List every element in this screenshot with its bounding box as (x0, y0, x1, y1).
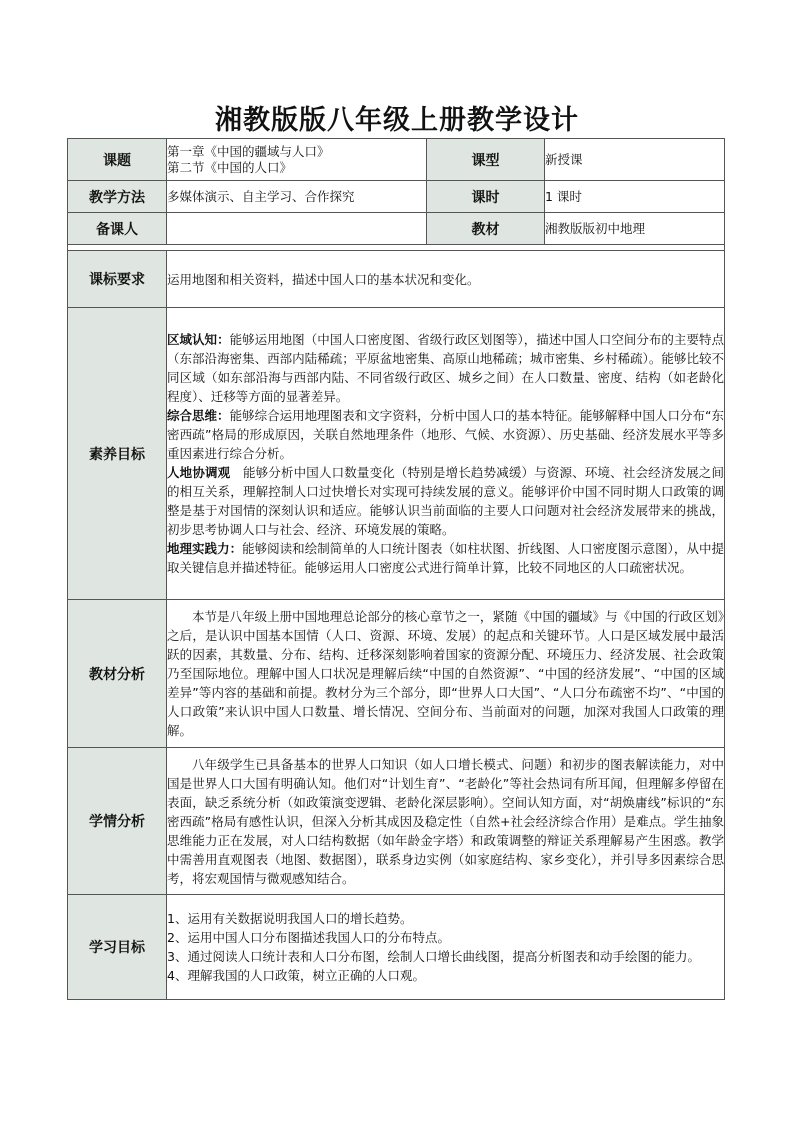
textbook-label: 教材 (427, 213, 545, 245)
literacy-item (167, 463, 724, 539)
literacy-item-text: 能够运用地图（中国人口密度图、省级行政区划图等），描述中国人口空间分布的主要特点（东部沿海密集、西部内陆稀疏；平原盆地密集、高原山地稀疏；城市密集、乡村稀疏）。能够比较不同区域（如东部沿海与西部内陆、不同省级行政区、城乡之间）在人口数量、密度、结构（如老龄化程度）、迁移等方面的显著差异。 (167, 332, 724, 404)
learners-content (167, 748, 725, 895)
method-row (68, 181, 725, 213)
topic-line-2: 第二节《中国的人口》 (167, 159, 293, 175)
type-value: 新授课 (545, 139, 725, 181)
literacy-item-head: 人地协调观 (167, 465, 231, 480)
topic-label: 课题 (68, 139, 167, 181)
material-row (68, 600, 725, 748)
objectives-label: 学习目标 (68, 895, 167, 1000)
hours-label: 课时 (427, 181, 545, 213)
topic-value (167, 139, 427, 181)
literacy-content (167, 308, 725, 600)
literacy-item (167, 330, 724, 406)
objective-item: 3、通过阅读人口统计表和人口分布图，绘制人口增长曲线图，提高分析图表和动手绘图的能力。 (167, 949, 700, 964)
preparer-value (167, 213, 427, 245)
literacy-item-text: 能够综合运用地理图表和文字资料，分析中国人口的基本特征。能够解释中国人口分布“东密西疏”格局的形成原因，关联自然地理条件（地形、气候、水资源）、历史基础、经济发展水平等多重因素进行综合分析。 (167, 408, 724, 461)
objective-item: 2、运用中国人口分布图描述我国人口的分布特点。 (167, 930, 450, 945)
objectives-row (68, 895, 725, 1000)
literacy-row (68, 308, 725, 600)
standard-row (68, 251, 725, 308)
literacy-item (167, 539, 724, 577)
topic-row (68, 139, 725, 181)
literacy-item-head: 地理实践力： (167, 541, 243, 556)
learners-text: 八年级学生已具备基本的世界人口知识（如人口增长模式、问题）和初步的图表解读能力，对中国是世界人口大国有明确认知。他们对“计划生育”、“老龄化”等社会热词有所耳闻，但理解多停留在表面，缺乏系统分析（如政策演变逻辑、老龄化深层影响）。空间认知方面，对“胡焕庸线”标识的“东密西疏”格局有感性认识，但深入分析其成因及稳定性（自然+社会经济综合作用）是难点。学生抽象思维能力正在发展，对人口结构数据（如年龄金字塔）和政策调整的辩证关系理解易产生困惑。教学中需善用直观图表（地图、数据图），联系身边实例（如家庭结构、家乡变化），并引导多因素综合思考，将宏观国情与微观感知结合。 (167, 756, 724, 886)
document-title: 湘教版版八年级上册教学设计 (215, 105, 579, 136)
material-content (167, 600, 725, 748)
standard-text: 运用地图和相关资料，描述中国人口的基本状况和变化。 (167, 251, 725, 308)
learners-row (68, 748, 725, 895)
learners-label: 学情分析 (68, 748, 167, 895)
hours-value: 1 课时 (545, 181, 725, 213)
objective-item: 4、理解我国的人口政策，树立正确的人口观。 (167, 968, 425, 983)
literacy-item-head: 综合思维： (167, 408, 230, 423)
material-text: 本节是八年级上册中国地理总论部分的核心章节之一，紧随《中国的疆域》与《中国的行政区划》之后，是认识中国基本国情（人口、资源、环境、发展）的起点和关键环节。人口是区域发展中最活跃的因素，其数量、分布、结构、迁移深刻影响着国家的资源分配、环境压力、经济发展、社会政策乃至国际地位。理解中国人口状况是理解后续“中国的自然资源”、“中国的经济发展”、“中国的区域差异”等内容的基础和前提。教材分为三个部分，即“世界人口大国”、“人口分布疏密不均”、“中国的人口政策”来认识中国人口数量、增长情况、空间分布、当前面对的问题，加深对我国人口政策的理解。 (167, 609, 724, 738)
literacy-item (167, 406, 724, 463)
topic-line-1: 第一章《中国的疆域与人口》 (167, 143, 330, 159)
method-label: 教学方法 (68, 181, 167, 213)
objective-item: 1、运用有关数据说明我国人口的增长趋势。 (167, 911, 413, 926)
lesson-plan-table (67, 138, 725, 1000)
textbook-value: 湘教版版初中地理 (545, 213, 725, 245)
method-value: 多媒体演示、自主学习、合作探究 (167, 181, 427, 213)
literacy-item-text: 能够分析中国人口数量变化（特别是增长趋势减缓）与资源、环境、社会经济发展之间的相互关系，理解控制人口过快增长对实现可持续发展的意义。能够评价中国不同时期人口政策的调整是基于对国情的深刻认识和适应。能够认识当前面临的主要人口问题对社会经济发展带来的挑战，初步思考协调人口与社会、经济、环境发展的策略。 (167, 465, 724, 537)
literacy-item-head: 区域认知： (167, 332, 230, 347)
material-label: 教材分析 (68, 600, 167, 748)
literacy-label: 素养目标 (68, 308, 167, 600)
preparer-label: 备课人 (68, 213, 167, 245)
preparer-row (68, 213, 725, 245)
literacy-item-text: 能够阅读和绘制简单的人口统计图表（如柱状图、折线图、人口密度图示意图），从中提取关键信息并描述特征。能够运用人口密度公式进行简单计算，比较不同地区的人口疏密状况。 (167, 541, 724, 575)
standard-label: 课标要求 (68, 251, 167, 308)
objectives-content (167, 895, 725, 1000)
type-label: 课型 (427, 139, 545, 181)
